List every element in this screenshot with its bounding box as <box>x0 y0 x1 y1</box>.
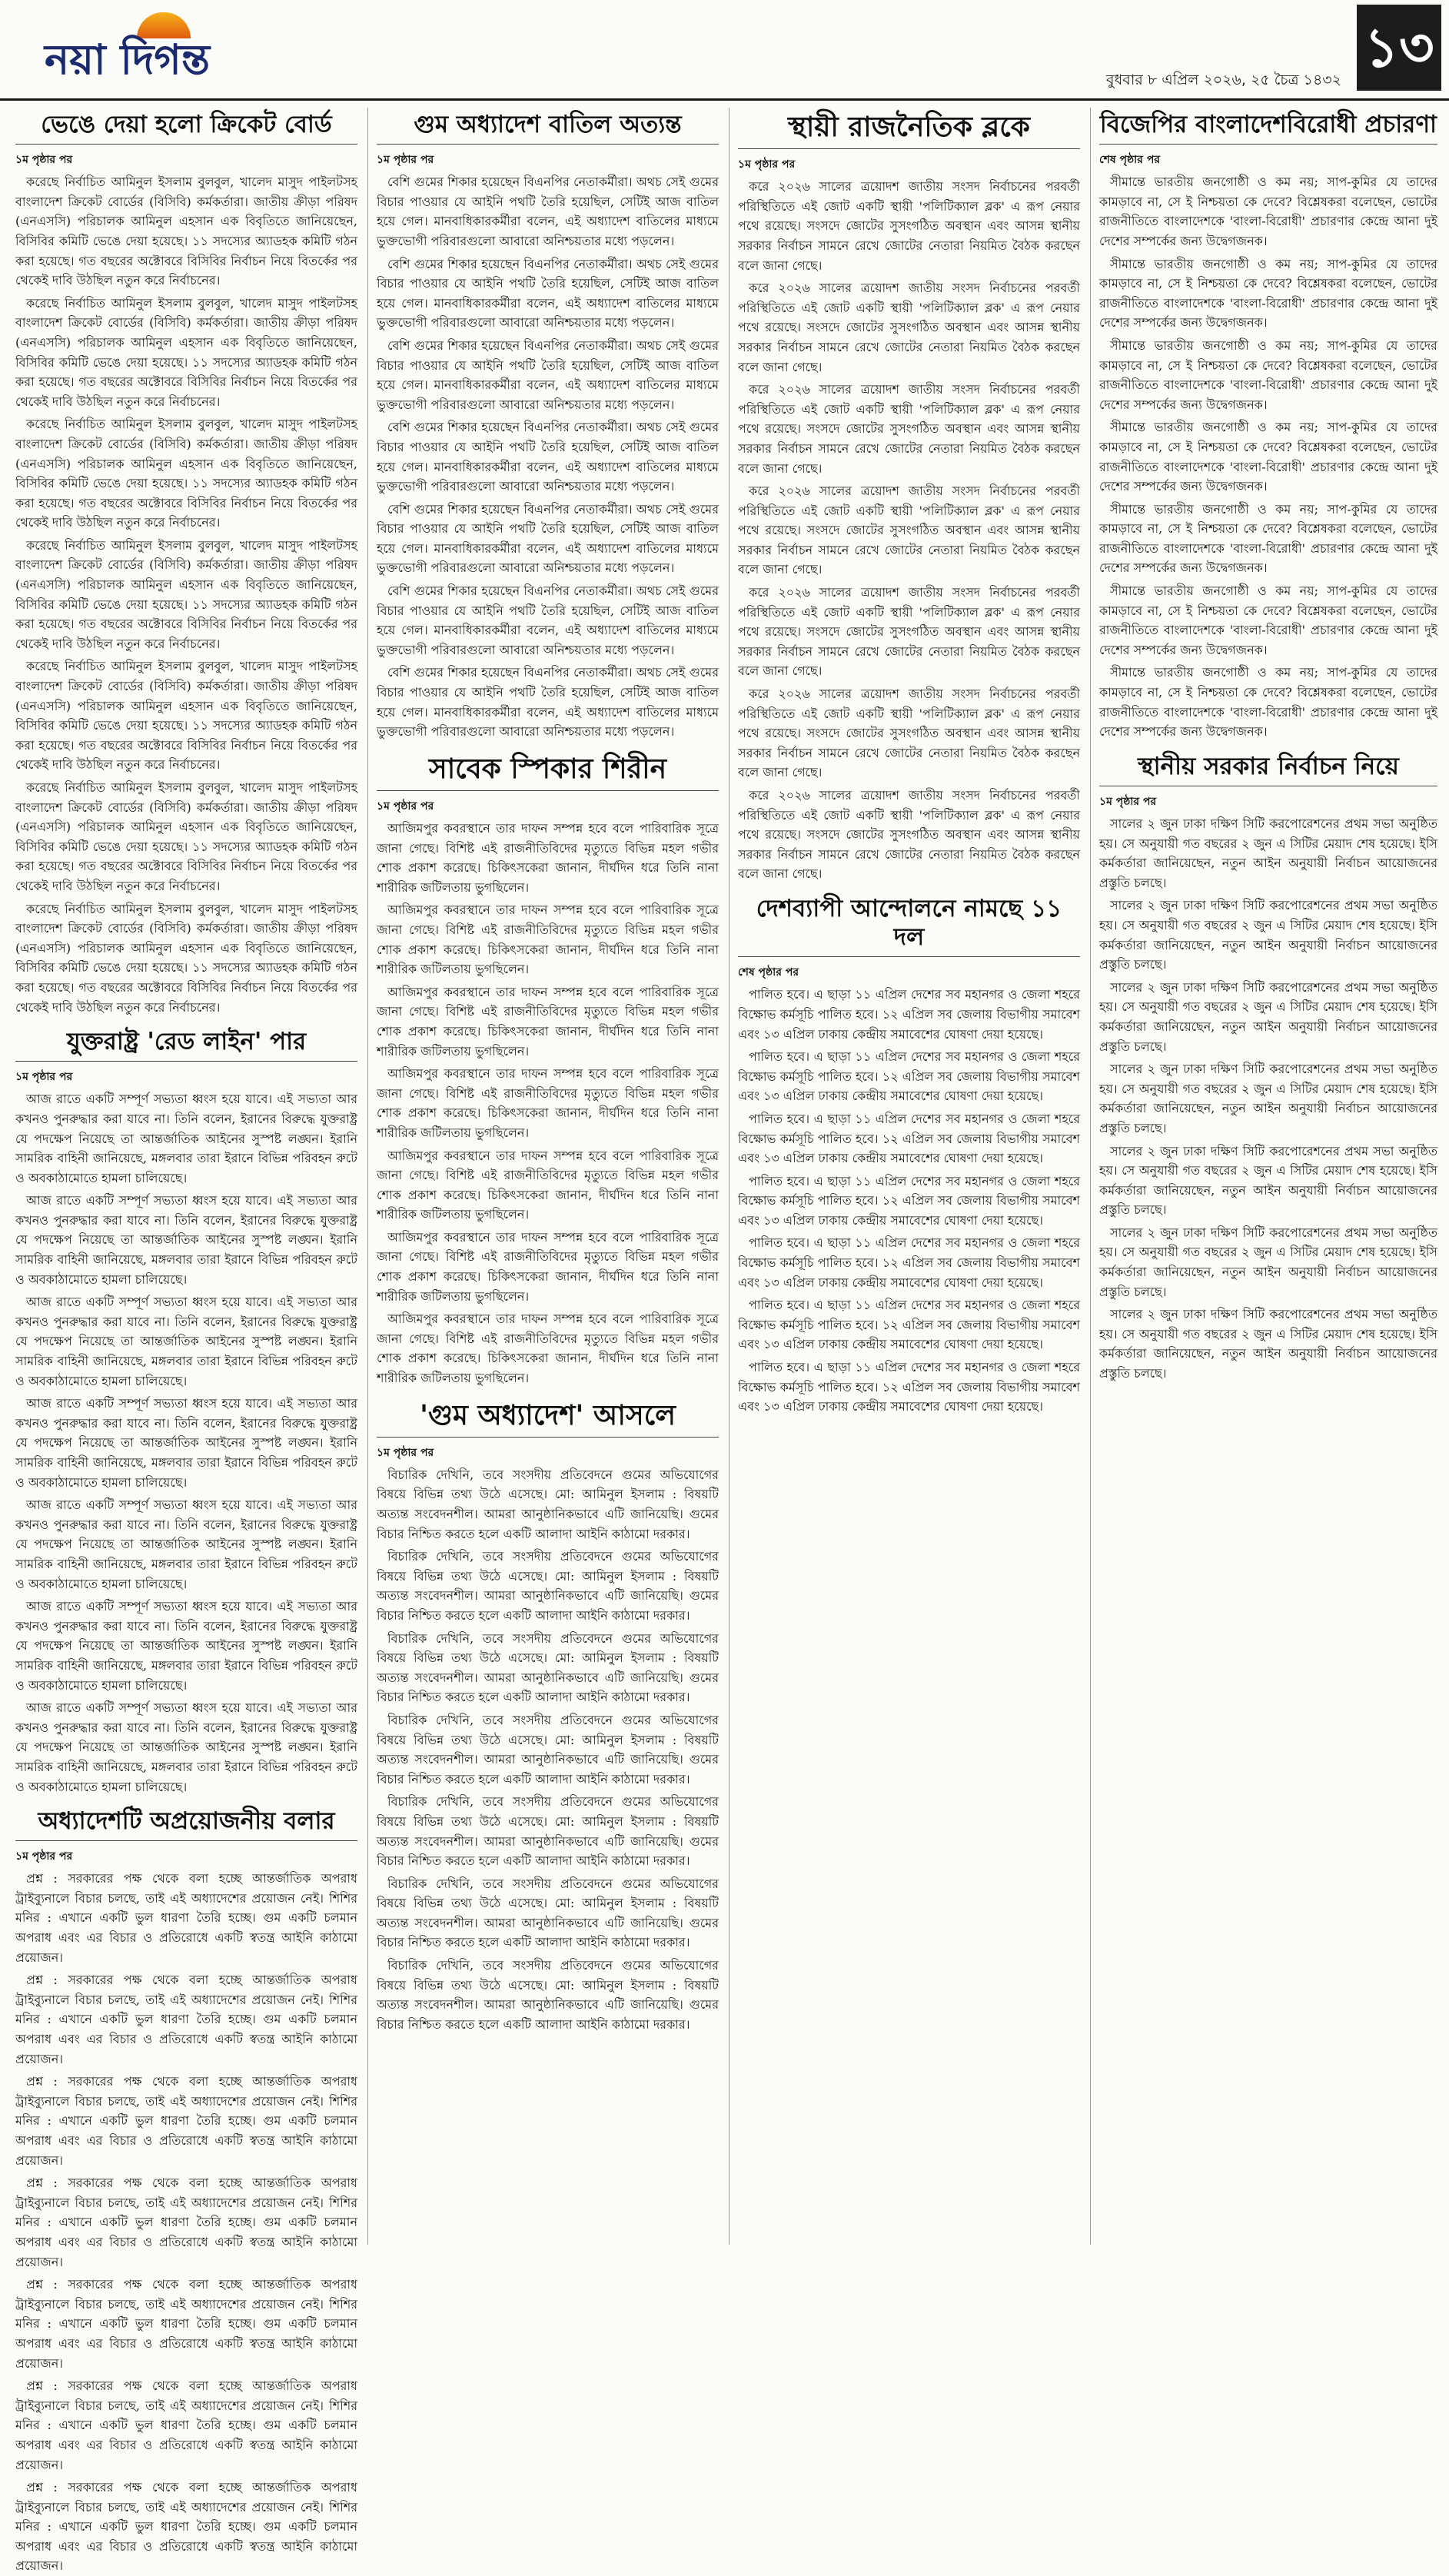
continued-label: ১ম পৃষ্ঠার পর <box>15 1850 73 1863</box>
continued-label: ১ম পৃষ্ঠার পর <box>377 154 434 167</box>
article-headline: ভেঙে দেয়া হলো ক্রিকেট বোর্ড <box>15 111 357 145</box>
column-3 <box>738 108 1080 2245</box>
continued-label: শেষ পৃষ্ঠার পর <box>1099 154 1161 167</box>
article-body: বেশি গুমের শিকার হয়েছেন বিএনপির নেতাকর্মীরা। অথচ সেই গুমের বিচার পাওয়ার যে আইনি পথটি তৈরি হয়েছিল, সেটিই আজ বাতিল হয়ে গেল। মানবাধিকারকর্মীরা বলেন, এই অধ্যাদেশ বাতিলের মাধ্যমে ভুক্তভোগী পরিবারগুলো আবারো অনিশ্চয়তার মধ্যে পড়লেন। বেশি গুমের শিকার হয়েছেন বিএনপির নেতাকর্মীরা। অথচ সেই গুমের বিচার পাওয়ার যে আইনি পথটি তৈরি হয়েছিল, সেটিই আজ বাতিল হয়ে গেল। মানবাধিকারকর্মীরা বলেন, এই অধ্যাদেশ বাতিলের মাধ্যমে ভুক্তভোগী পরিবারগুলো আবারো অনিশ্চয়তার মধ্যে পড়লেন। বেশি গুমের শিকার হয়েছেন বিএনপির নেতাকর্মীরা। অথচ সেই গুমের বিচার পাওয়ার যে আইনি পথটি তৈরি হয়েছিল, সেটিই আজ বাতিল হয়ে গেল। মানবাধিকারকর্মীরা বলেন, এই অধ্যাদেশ বাতিলের মাধ্যমে ভুক্তভোগী পরিবারগুলো আবারো অনিশ্চয়তার মধ্যে পড়লেন। বেশি গুমের শিকার হয়েছেন বিএনপির নেতাকর্মীরা। অথচ সেই গুমের বিচার পাওয়ার যে আইনি পথটি তৈরি হয়েছিল, সেটিই আজ বাতিল হয়ে গেল। মানবাধিকারকর্মীরা বলেন, এই অধ্যাদেশ বাতিলের মাধ্যমে ভুক্তভোগী পরিবারগুলো আবারো অনিশ্চয়তার মধ্যে পড়লেন। বেশি গুমের শিকার হয়েছেন বিএনপির নেতাকর্মীরা। অথচ সেই গুমের বিচার পাওয়ার যে আইনি পথটি তৈরি হয়েছিল, সেটিই আজ বাতিল হয়ে গেল। মানবাধিকারকর্মীরা বলেন, এই অধ্যাদেশ বাতিলের মাধ্যমে ভুক্তভোগী পরিবারগুলো আবারো অনিশ্চয়তার মধ্যে পড়লেন। বেশি গুমের শিকার হয়েছেন বিএনপির নেতাকর্মীরা। অথচ সেই গুমের বিচার পাওয়ার যে আইনি পথটি তৈরি হয়েছিল, সেটিই আজ বাতিল হয়ে গেল। মানবাধিকারকর্মীরা বলেন, এই অধ্যাদেশ বাতিলের মাধ্যমে ভুক্তভোগী পরিবারগুলো আবারো অনিশ্চয়তার মধ্যে পড়লেন। বেশি গুমের শিকার হয়েছেন বিএনপির নেতাকর্মীরা। অথচ সেই গুমের বিচার পাওয়ার যে আইনি পথটি তৈরি হয়েছিল, সেটিই আজ বাতিল হয়ে গেল। মানবাধিকারকর্মীরা বলেন, এই অধ্যাদেশ বাতিলের মাধ্যমে ভুক্তভোগী পরিবারগুলো আবারো অনিশ্চয়তার মধ্যে পড়লেন। <box>377 175 719 740</box>
publication-date: বুধবার ৮ এপ্রিল ২০২৬, ২৫ চৈত্র ১৪৩২ <box>1106 71 1341 88</box>
article-headline: দেশব্যাপী আন্দোলনে নামছে ১১ দল <box>738 895 1080 957</box>
newspaper-logo <box>22 11 237 88</box>
article <box>738 111 1080 884</box>
article <box>377 111 719 742</box>
logo-text: নয়া দিগন্ত <box>45 35 210 84</box>
article-headline: যুক্তরাষ্ট্র 'রেড লাইন' পার <box>15 1028 357 1062</box>
article <box>15 111 357 1017</box>
article-headline: স্থানীয় সরকার নির্বাচন নিয়ে <box>1099 753 1437 786</box>
masthead <box>0 0 1449 101</box>
article-body: করে ২০২৬ সালের ত্রয়োদশ জাতীয় সংসদ নির্বাচনের পরবর্তী পরিস্থিতিতে এই জোট একটি স্থায়ী 'পলিটিক্যাল ব্লক' এ রূপ নেয়ার পথে রয়েছে। সংসদে জোটের সুসংগঠিত অবস্থান এবং আসন্ন স্থানীয় সরকার নির্বাচন সামনে রেখে জোটের নেতারা নিয়মিত বৈঠক করছেন বলে জানা গেছে। করে ২০২৬ সালের ত্রয়োদশ জাতীয় সংসদ নির্বাচনের পরবর্তী পরিস্থিতিতে এই জোট একটি স্থায়ী 'পলিটিক্যাল ব্লক' এ রূপ নেয়ার পথে রয়েছে। সংসদে জোটের সুসংগঠিত অবস্থান এবং আসন্ন স্থানীয় সরকার নির্বাচন সামনে রেখে জোটের নেতারা নিয়মিত বৈঠক করছেন বলে জানা গেছে। করে ২০২৬ সালের ত্রয়োদশ জাতীয় সংসদ নির্বাচনের পরবর্তী পরিস্থিতিতে এই জোট একটি স্থায়ী 'পলিটিক্যাল ব্লক' এ রূপ নেয়ার পথে রয়েছে। সংসদে জোটের সুসংগঠিত অবস্থান এবং আসন্ন স্থানীয় সরকার নির্বাচন সামনে রেখে জোটের নেতারা নিয়মিত বৈঠক করছেন বলে জানা গেছে। করে ২০২৬ সালের ত্রয়োদশ জাতীয় সংসদ নির্বাচনের পরবর্তী পরিস্থিতিতে এই জোট একটি স্থায়ী 'পলিটিক্যাল ব্লক' এ রূপ নেয়ার পথে রয়েছে। সংসদে জোটের সুসংগঠিত অবস্থান এবং আসন্ন স্থানীয় সরকার নির্বাচন সামনে রেখে জোটের নেতারা নিয়মিত বৈঠক করছেন বলে জানা গেছে। করে ২০২৬ সালের ত্রয়োদশ জাতীয় সংসদ নির্বাচনের পরবর্তী পরিস্থিতিতে এই জোট একটি স্থায়ী 'পলিটিক্যাল ব্লক' এ রূপ নেয়ার পথে রয়েছে। সংসদে জোটের সুসংগঠিত অবস্থান এবং আসন্ন স্থানীয় সরকার নির্বাচন সামনে রেখে জোটের নেতারা নিয়মিত বৈঠক করছেন বলে জানা গেছে। করে ২০২৬ সালের ত্রয়োদশ জাতীয় সংসদ নির্বাচনের পরবর্তী পরিস্থিতিতে এই জোট একটি স্থায়ী 'পলিটিক্যাল ব্লক' এ রূপ নেয়ার পথে রয়েছে। সংসদে জোটের সুসংগঠিত অবস্থান এবং আসন্ন স্থানীয় সরকার নির্বাচন সামনে রেখে জোটের নেতারা নিয়মিত বৈঠক করছেন বলে জানা গেছে। করে ২০২৬ সালের ত্রয়োদশ জাতীয় সংসদ নির্বাচনের পরবর্তী পরিস্থিতিতে এই জোট একটি স্থায়ী 'পলিটিক্যাল ব্লক' এ রূপ নেয়ার পথে রয়েছে। সংসদে জোটের সুসংগঠিত অবস্থান এবং আসন্ন স্থানীয় সরকার নির্বাচন সামনে রেখে জোটের নেতারা নিয়মিত বৈঠক করছেন বলে জানা গেছে। <box>738 179 1080 882</box>
continued-label: ১ম পৃষ্ঠার পর <box>15 1071 73 1084</box>
continued-label: ১ম পৃষ্ঠার পর <box>377 1446 434 1459</box>
article-body: আজিমপুর কবরস্থানে তার দাফন সম্পন্ন হবে বলে পারিবারিক সূত্রে জানা গেছে। বিশিষ্ট এই রাজনীতিবিদের মৃত্যুতে বিভিন্ন মহল গভীর শোক প্রকাশ করেছে। চিকিৎসকেরা জানান, দীর্ঘদিন ধরে তিনি নানা শারীরিক জটিলতায় ভুগছিলেন। আজিমপুর কবরস্থানে তার দাফন সম্পন্ন হবে বলে পারিবারিক সূত্রে জানা গেছে। বিশিষ্ট এই রাজনীতিবিদের মৃত্যুতে বিভিন্ন মহল গভীর শোক প্রকাশ করেছে। চিকিৎসকেরা জানান, দীর্ঘদিন ধরে তিনি নানা শারীরিক জটিলতায় ভুগছিলেন। আজিমপুর কবরস্থানে তার দাফন সম্পন্ন হবে বলে পারিবারিক সূত্রে জানা গেছে। বিশিষ্ট এই রাজনীতিবিদের মৃত্যুতে বিভিন্ন মহল গভীর শোক প্রকাশ করেছে। চিকিৎসকেরা জানান, দীর্ঘদিন ধরে তিনি নানা শারীরিক জটিলতায় ভুগছিলেন। আজিমপুর কবরস্থানে তার দাফন সম্পন্ন হবে বলে পারিবারিক সূত্রে জানা গেছে। বিশিষ্ট এই রাজনীতিবিদের মৃত্যুতে বিভিন্ন মহল গভীর শোক প্রকাশ করেছে। চিকিৎসকেরা জানান, দীর্ঘদিন ধরে তিনি নানা শারীরিক জটিলতায় ভুগছিলেন। আজিমপুর কবরস্থানে তার দাফন সম্পন্ন হবে বলে পারিবারিক সূত্রে জানা গেছে। বিশিষ্ট এই রাজনীতিবিদের মৃত্যুতে বিভিন্ন মহল গভীর শোক প্রকাশ করেছে। চিকিৎসকেরা জানান, দীর্ঘদিন ধরে তিনি নানা শারীরিক জটিলতায় ভুগছিলেন। আজিমপুর কবরস্থানে তার দাফন সম্পন্ন হবে বলে পারিবারিক সূত্রে জানা গেছে। বিশিষ্ট এই রাজনীতিবিদের মৃত্যুতে বিভিন্ন মহল গভীর শোক প্রকাশ করেছে। চিকিৎসকেরা জানান, দীর্ঘদিন ধরে তিনি নানা শারীরিক জটিলতায় ভুগছিলেন। আজিমপুর কবরস্থানে তার দাফন সম্পন্ন হবে বলে পারিবারিক সূত্রে জানা গেছে। বিশিষ্ট এই রাজনীতিবিদের মৃত্যুতে বিভিন্ন মহল গভীর শোক প্রকাশ করেছে। চিকিৎসকেরা জানান, দীর্ঘদিন ধরে তিনি নানা শারীরিক জটিলতায় ভুগছিলেন। <box>377 821 719 1386</box>
article <box>738 895 1080 1417</box>
column-1 <box>15 108 357 2574</box>
article-body: প্রশ্ন : সরকারের পক্ষ থেকে বলা হচ্ছে আন্তর্জাতিক অপরাধ ট্রাইব্যুনালে বিচার চলছে, তাই এই অধ্যাদেশের প্রয়োজন নেই। শিশির মনির : এখানে একটি ভুল ধারণা তৈরি হচ্ছে। গুম একটি চলমান অপরাধ এবং এর বিচার ও প্রতিরোধে একটি স্বতন্ত্র আইনি কাঠামো প্রয়োজন। প্রশ্ন : সরকারের পক্ষ থেকে বলা হচ্ছে আন্তর্জাতিক অপরাধ ট্রাইব্যুনালে বিচার চলছে, তাই এই অধ্যাদেশের প্রয়োজন নেই। শিশির মনির : এখানে একটি ভুল ধারণা তৈরি হচ্ছে। গুম একটি চলমান অপরাধ এবং এর বিচার ও প্রতিরোধে একটি স্বতন্ত্র আইনি কাঠামো প্রয়োজন। প্রশ্ন : সরকারের পক্ষ থেকে বলা হচ্ছে আন্তর্জাতিক অপরাধ ট্রাইব্যুনালে বিচার চলছে, তাই এই অধ্যাদেশের প্রয়োজন নেই। শিশির মনির : এখানে একটি ভুল ধারণা তৈরি হচ্ছে। গুম একটি চলমান অপরাধ এবং এর বিচার ও প্রতিরোধে একটি স্বতন্ত্র আইনি কাঠামো প্রয়োজন। প্রশ্ন : সরকারের পক্ষ থেকে বলা হচ্ছে আন্তর্জাতিক অপরাধ ট্রাইব্যুনালে বিচার চলছে, তাই এই অধ্যাদেশের প্রয়োজন নেই। শিশির মনির : এখানে একটি ভুল ধারণা তৈরি হচ্ছে। গুম একটি চলমান অপরাধ এবং এর বিচার ও প্রতিরোধে একটি স্বতন্ত্র আইনি কাঠামো প্রয়োজন। প্রশ্ন : সরকারের পক্ষ থেকে বলা হচ্ছে আন্তর্জাতিক অপরাধ ট্রাইব্যুনালে বিচার চলছে, তাই এই অধ্যাদেশের প্রয়োজন নেই। শিশির মনির : এখানে একটি ভুল ধারণা তৈরি হচ্ছে। গুম একটি চলমান অপরাধ এবং এর বিচার ও প্রতিরোধে একটি স্বতন্ত্র আইনি কাঠামো প্রয়োজন। প্রশ্ন : সরকারের পক্ষ থেকে বলা হচ্ছে আন্তর্জাতিক অপরাধ ট্রাইব্যুনালে বিচার চলছে, তাই এই অধ্যাদেশের প্রয়োজন নেই। শিশির মনির : এখানে একটি ভুল ধারণা তৈরি হচ্ছে। গুম একটি চলমান অপরাধ এবং এর বিচার ও প্রতিরোধে একটি স্বতন্ত্র আইনি কাঠামো প্রয়োজন। প্রশ্ন : সরকারের পক্ষ থেকে বলা হচ্ছে আন্তর্জাতিক অপরাধ ট্রাইব্যুনালে বিচার চলছে, তাই এই অধ্যাদেশের প্রয়োজন নেই। শিশির মনির : এখানে একটি ভুল ধারণা তৈরি হচ্ছে। গুম একটি চলমান অপরাধ এবং এর বিচার ও প্রতিরোধে একটি স্বতন্ত্র আইনি কাঠামো প্রয়োজন। <box>15 1871 357 2574</box>
article <box>15 1807 357 2576</box>
column-4 <box>1099 108 1437 2245</box>
continued-label: ১ম পৃষ্ঠার পর <box>15 154 73 167</box>
article-headline: সাবেক স্পিকার শিরীন <box>377 753 719 791</box>
column-2 <box>377 108 719 2245</box>
article-body: পালিত হবে। এ ছাড়া ১১ এপ্রিল দেশের সব মহানগর ও জেলা শহরে বিক্ষোভ কর্মসূচি পালিত হবে। ১২ এপ্রিল সব জেলায় বিভাগীয় সমাবেশ এবং ১৩ এপ্রিল ঢাকায় কেন্দ্রীয় সমাবেশের ঘোষণা দেয়া হয়েছে। পালিত হবে। এ ছাড়া ১১ এপ্রিল দেশের সব মহানগর ও জেলা শহরে বিক্ষোভ কর্মসূচি পালিত হবে। ১২ এপ্রিল সব জেলায় বিভাগীয় সমাবেশ এবং ১৩ এপ্রিল ঢাকায় কেন্দ্রীয় সমাবেশের ঘোষণা দেয়া হয়েছে। পালিত হবে। এ ছাড়া ১১ এপ্রিল দেশের সব মহানগর ও জেলা শহরে বিক্ষোভ কর্মসূচি পালিত হবে। ১২ এপ্রিল সব জেলায় বিভাগীয় সমাবেশ এবং ১৩ এপ্রিল ঢাকায় কেন্দ্রীয় সমাবেশের ঘোষণা দেয়া হয়েছে। পালিত হবে। এ ছাড়া ১১ এপ্রিল দেশের সব মহানগর ও জেলা শহরে বিক্ষোভ কর্মসূচি পালিত হবে। ১২ এপ্রিল সব জেলায় বিভাগীয় সমাবেশ এবং ১৩ এপ্রিল ঢাকায় কেন্দ্রীয় সমাবেশের ঘোষণা দেয়া হয়েছে। পালিত হবে। এ ছাড়া ১১ এপ্রিল দেশের সব মহানগর ও জেলা শহরে বিক্ষোভ কর্মসূচি পালিত হবে। ১২ এপ্রিল সব জেলায় বিভাগীয় সমাবেশ এবং ১৩ এপ্রিল ঢাকায় কেন্দ্রীয় সমাবেশের ঘোষণা দেয়া হয়েছে। পালিত হবে। এ ছাড়া ১১ এপ্রিল দেশের সব মহানগর ও জেলা শহরে বিক্ষোভ কর্মসূচি পালিত হবে। ১২ এপ্রিল সব জেলায় বিভাগীয় সমাবেশ এবং ১৩ এপ্রিল ঢাকায় কেন্দ্রীয় সমাবেশের ঘোষণা দেয়া হয়েছে। পালিত হবে। এ ছাড়া ১১ এপ্রিল দেশের সব মহানগর ও জেলা শহরে বিক্ষোভ কর্মসূচি পালিত হবে। ১২ এপ্রিল সব জেলায় বিভাগীয় সমাবেশ এবং ১৩ এপ্রিল ঢাকায় কেন্দ্রীয় সমাবেশের ঘোষণা দেয়া হয়েছে। <box>738 987 1080 1414</box>
article-headline: অধ্যাদেশটি অপ্রয়োজনীয় বলার <box>15 1807 357 1841</box>
article-body: সীমান্তে ভারতীয় জনগোষ্ঠী ও কম নয়; সাপ-কুমির যে তাদের কামড়াবে না, সে ই নিশ্চয়তা কে দেবে? বিশ্লেষকরা বলেছেন, ভোটের রাজনীতিতে বাংলাদেশকে 'বাংলা-বিরোধী' প্রচারণার কেন্দ্রে আনা দুই দেশের সম্পর্কের জন্য উদ্বেগজনক। সীমান্তে ভারতীয় জনগোষ্ঠী ও কম নয়; সাপ-কুমির যে তাদের কামড়াবে না, সে ই নিশ্চয়তা কে দেবে? বিশ্লেষকরা বলেছেন, ভোটের রাজনীতিতে বাংলাদেশকে 'বাংলা-বিরোধী' প্রচারণার কেন্দ্রে আনা দুই দেশের সম্পর্কের জন্য উদ্বেগজনক। সীমান্তে ভারতীয় জনগোষ্ঠী ও কম নয়; সাপ-কুমির যে তাদের কামড়াবে না, সে ই নিশ্চয়তা কে দেবে? বিশ্লেষকরা বলেছেন, ভোটের রাজনীতিতে বাংলাদেশকে 'বাংলা-বিরোধী' প্রচারণার কেন্দ্রে আনা দুই দেশের সম্পর্কের জন্য উদ্বেগজনক। সীমান্তে ভারতীয় জনগোষ্ঠী ও কম নয়; সাপ-কুমির যে তাদের কামড়াবে না, সে ই নিশ্চয়তা কে দেবে? বিশ্লেষকরা বলেছেন, ভোটের রাজনীতিতে বাংলাদেশকে 'বাংলা-বিরোধী' প্রচারণার কেন্দ্রে আনা দুই দেশের সম্পর্কের জন্য উদ্বেগজনক। সীমান্তে ভারতীয় জনগোষ্ঠী ও কম নয়; সাপ-কুমির যে তাদের কামড়াবে না, সে ই নিশ্চয়তা কে দেবে? বিশ্লেষকরা বলেছেন, ভোটের রাজনীতিতে বাংলাদেশকে 'বাংলা-বিরোধী' প্রচারণার কেন্দ্রে আনা দুই দেশের সম্পর্কের জন্য উদ্বেগজনক। সীমান্তে ভারতীয় জনগোষ্ঠী ও কম নয়; সাপ-কুমির যে তাদের কামড়াবে না, সে ই নিশ্চয়তা কে দেবে? বিশ্লেষকরা বলেছেন, ভোটের রাজনীতিতে বাংলাদেশকে 'বাংলা-বিরোধী' প্রচারণার কেন্দ্রে আনা দুই দেশের সম্পর্কের জন্য উদ্বেগজনক। সীমান্তে ভারতীয় জনগোষ্ঠী ও কম নয়; সাপ-কুমির যে তাদের কামড়াবে না, সে ই নিশ্চয়তা কে দেবে? বিশ্লেষকরা বলেছেন, ভোটের রাজনীতিতে বাংলাদেশকে 'বাংলা-বিরোধী' প্রচারণার কেন্দ্রে আনা দুই দেশের সম্পর্কের জন্য উদ্বেগজনক। <box>1099 175 1437 740</box>
article-body: বিচারিক দেখিনি, তবে সংসদীয় প্রতিবেদনে গুমের অভিযোগের বিষয়ে বিভিন্ন তথ্য উঠে এসেছে। মো: আমিনুল ইসলাম : বিষয়টি অত্যন্ত সংবেদনশীল। আমরা আনুষ্ঠানিকভাবে এটি জানিয়েছি। গুমের বিচার নিশ্চিত করতে হলে একটি আলাদা আইনি কাঠামো দরকার। বিচারিক দেখিনি, তবে সংসদীয় প্রতিবেদনে গুমের অভিযোগের বিষয়ে বিভিন্ন তথ্য উঠে এসেছে। মো: আমিনুল ইসলাম : বিষয়টি অত্যন্ত সংবেদনশীল। আমরা আনুষ্ঠানিকভাবে এটি জানিয়েছি। গুমের বিচার নিশ্চিত করতে হলে একটি আলাদা আইনি কাঠামো দরকার। বিচারিক দেখিনি, তবে সংসদীয় প্রতিবেদনে গুমের অভিযোগের বিষয়ে বিভিন্ন তথ্য উঠে এসেছে। মো: আমিনুল ইসলাম : বিষয়টি অত্যন্ত সংবেদনশীল। আমরা আনুষ্ঠানিকভাবে এটি জানিয়েছি। গুমের বিচার নিশ্চিত করতে হলে একটি আলাদা আইনি কাঠামো দরকার। বিচারিক দেখিনি, তবে সংসদীয় প্রতিবেদনে গুমের অভিযোগের বিষয়ে বিভিন্ন তথ্য উঠে এসেছে। মো: আমিনুল ইসলাম : বিষয়টি অত্যন্ত সংবেদনশীল। আমরা আনুষ্ঠানিকভাবে এটি জানিয়েছি। গুমের বিচার নিশ্চিত করতে হলে একটি আলাদা আইনি কাঠামো দরকার। বিচারিক দেখিনি, তবে সংসদীয় প্রতিবেদনে গুমের অভিযোগের বিষয়ে বিভিন্ন তথ্য উঠে এসেছে। মো: আমিনুল ইসলাম : বিষয়টি অত্যন্ত সংবেদনশীল। আমরা আনুষ্ঠানিকভাবে এটি জানিয়েছি। গুমের বিচার নিশ্চিত করতে হলে একটি আলাদা আইনি কাঠামো দরকার। বিচারিক দেখিনি, তবে সংসদীয় প্রতিবেদনে গুমের অভিযোগের বিষয়ে বিভিন্ন তথ্য উঠে এসেছে। মো: আমিনুল ইসলাম : বিষয়টি অত্যন্ত সংবেদনশীল। আমরা আনুষ্ঠানিকভাবে এটি জানিয়েছি। গুমের বিচার নিশ্চিত করতে হলে একটি আলাদা আইনি কাঠামো দরকার। বিচারিক দেখিনি, তবে সংসদীয় প্রতিবেদনে গুমের অভিযোগের বিষয়ে বিভিন্ন তথ্য উঠে এসেছে। মো: আমিনুল ইসলাম : বিষয়টি অত্যন্ত সংবেদনশীল। আমরা আনুষ্ঠানিকভাবে এটি জানিয়েছি। গুমের বিচার নিশ্চিত করতে হলে একটি আলাদা আইনি কাঠামো দরকার। <box>377 1467 719 2032</box>
article <box>15 1028 357 1797</box>
continued-label: ১ম পৃষ্ঠার পর <box>1099 796 1157 808</box>
continued-label: ১ম পৃষ্ঠার পর <box>377 800 434 813</box>
article <box>1099 111 1437 742</box>
article-headline: স্থায়ী রাজনৈতিক ব্লকে <box>738 111 1080 149</box>
article-headline: 'গুম অধ্যাদেশ' আসলে <box>377 1399 719 1438</box>
article-headline: বিজেপির বাংলাদেশবিরোধী প্রচারণা <box>1099 111 1437 145</box>
article-headline: গুম অধ্যাদেশ বাতিল অত্যন্ত <box>377 111 719 145</box>
article <box>1099 753 1437 1384</box>
article-body: করেছে নির্বাচিত আমিনুল ইসলাম বুলবুল, খালেদ মাসুদ পাইলটসহ বাংলাদেশ ক্রিকেট বোর্ডের (বিসিবি) কর্মকর্তারা। জাতীয় ক্রীড়া পরিষদ (এনএসসি) পরিচালক আমিনুল এহসান এক বিবৃতিতে জানিয়েছেন, বিসিবির কমিটি ভেঙে দেয়া হয়েছে। ১১ সদস্যের অ্যাডহক কমিটি গঠন করা হয়েছে। গত বছরের অক্টোবরে বিসিবির নির্বাচন নিয়ে বিতর্কের পর থেকেই দাবি উঠছিল নতুন করে নির্বাচনের। করেছে নির্বাচিত আমিনুল ইসলাম বুলবুল, খালেদ মাসুদ পাইলটসহ বাংলাদেশ ক্রিকেট বোর্ডের (বিসিবি) কর্মকর্তারা। জাতীয় ক্রীড়া পরিষদ (এনএসসি) পরিচালক আমিনুল এহসান এক বিবৃতিতে জানিয়েছেন, বিসিবির কমিটি ভেঙে দেয়া হয়েছে। ১১ সদস্যের অ্যাডহক কমিটি গঠন করা হয়েছে। গত বছরের অক্টোবরে বিসিবির নির্বাচন নিয়ে বিতর্কের পর থেকেই দাবি উঠছিল নতুন করে নির্বাচনের। করেছে নির্বাচিত আমিনুল ইসলাম বুলবুল, খালেদ মাসুদ পাইলটসহ বাংলাদেশ ক্রিকেট বোর্ডের (বিসিবি) কর্মকর্তারা। জাতীয় ক্রীড়া পরিষদ (এনএসসি) পরিচালক আমিনুল এহসান এক বিবৃতিতে জানিয়েছেন, বিসিবির কমিটি ভেঙে দেয়া হয়েছে। ১১ সদস্যের অ্যাডহক কমিটি গঠন করা হয়েছে। গত বছরের অক্টোবরে বিসিবির নির্বাচন নিয়ে বিতর্কের পর থেকেই দাবি উঠছিল নতুন করে নির্বাচনের। করেছে নির্বাচিত আমিনুল ইসলাম বুলবুল, খালেদ মাসুদ পাইলটসহ বাংলাদেশ ক্রিকেট বোর্ডের (বিসিবি) কর্মকর্তারা। জাতীয় ক্রীড়া পরিষদ (এনএসসি) পরিচালক আমিনুল এহসান এক বিবৃতিতে জানিয়েছেন, বিসিবির কমিটি ভেঙে দেয়া হয়েছে। ১১ সদস্যের অ্যাডহক কমিটি গঠন করা হয়েছে। গত বছরের অক্টোবরে বিসিবির নির্বাচন নিয়ে বিতর্কের পর থেকেই দাবি উঠছিল নতুন করে নির্বাচনের। করেছে নির্বাচিত আমিনুল ইসলাম বুলবুল, খালেদ মাসুদ পাইলটসহ বাংলাদেশ ক্রিকেট বোর্ডের (বিসিবি) কর্মকর্তারা। জাতীয় ক্রীড়া পরিষদ (এনএসসি) পরিচালক আমিনুল এহসান এক বিবৃতিতে জানিয়েছেন, বিসিবির কমিটি ভেঙে দেয়া হয়েছে। ১১ সদস্যের অ্যাডহক কমিটি গঠন করা হয়েছে। গত বছরের অক্টোবরে বিসিবির নির্বাচন নিয়ে বিতর্কের পর থেকেই দাবি উঠছিল নতুন করে নির্বাচনের। করেছে নির্বাচিত আমিনুল ইসলাম বুলবুল, খালেদ মাসুদ পাইলটসহ বাংলাদেশ ক্রিকেট বোর্ডের (বিসিবি) কর্মকর্তারা। জাতীয় ক্রীড়া পরিষদ (এনএসসি) পরিচালক আমিনুল এহসান এক বিবৃতিতে জানিয়েছেন, বিসিবির কমিটি ভেঙে দেয়া হয়েছে। ১১ সদস্যের অ্যাডহক কমিটি গঠন করা হয়েছে। গত বছরের অক্টোবরে বিসিবির নির্বাচন নিয়ে বিতর্কের পর থেকেই দাবি উঠছিল নতুন করে নির্বাচনের। করেছে নির্বাচিত আমিনুল ইসলাম বুলবুল, খালেদ মাসুদ পাইলটসহ বাংলাদেশ ক্রিকেট বোর্ডের (বিসিবি) কর্মকর্তারা। জাতীয় ক্রীড়া পরিষদ (এনএসসি) পরিচালক আমিনুল এহসান এক বিবৃতিতে জানিয়েছেন, বিসিবির কমিটি ভেঙে দেয়া হয়েছে। ১১ সদস্যের অ্যাডহক কমিটি গঠন করা হয়েছে। গত বছরের অক্টোবরে বিসিবির নির্বাচন নিয়ে বিতর্কের পর থেকেই দাবি উঠছিল নতুন করে নির্বাচনের। <box>15 175 357 1015</box>
page-number: ১৩ <box>1357 5 1441 91</box>
article-body: সালের ২ জুন ঢাকা দক্ষিণ সিটি করপোরেশনের প্রথম সভা অনুষ্ঠিত হয়। সে অনুযায়ী গত বছরের ২ জুন এ সিটির মেয়াদ শেষ হয়েছে। ইসি কর্মকর্তারা জানিয়েছেন, নতুন আইন অনুযায়ী নির্বাচন আয়োজনের প্রস্তুতি চলছে। সালের ২ জুন ঢাকা দক্ষিণ সিটি করপোরেশনের প্রথম সভা অনুষ্ঠিত হয়। সে অনুযায়ী গত বছরের ২ জুন এ সিটির মেয়াদ শেষ হয়েছে। ইসি কর্মকর্তারা জানিয়েছেন, নতুন আইন অনুযায়ী নির্বাচন আয়োজনের প্রস্তুতি চলছে। সালের ২ জুন ঢাকা দক্ষিণ সিটি করপোরেশনের প্রথম সভা অনুষ্ঠিত হয়। সে অনুযায়ী গত বছরের ২ জুন এ সিটির মেয়াদ শেষ হয়েছে। ইসি কর্মকর্তারা জানিয়েছেন, নতুন আইন অনুযায়ী নির্বাচন আয়োজনের প্রস্তুতি চলছে। সালের ২ জুন ঢাকা দক্ষিণ সিটি করপোরেশনের প্রথম সভা অনুষ্ঠিত হয়। সে অনুযায়ী গত বছরের ২ জুন এ সিটির মেয়াদ শেষ হয়েছে। ইসি কর্মকর্তারা জানিয়েছেন, নতুন আইন অনুযায়ী নির্বাচন আয়োজনের প্রস্তুতি চলছে। সালের ২ জুন ঢাকা দক্ষিণ সিটি করপোরেশনের প্রথম সভা অনুষ্ঠিত হয়। সে অনুযায়ী গত বছরের ২ জুন এ সিটির মেয়াদ শেষ হয়েছে। ইসি কর্মকর্তারা জানিয়েছেন, নতুন আইন অনুযায়ী নির্বাচন আয়োজনের প্রস্তুতি চলছে। সালের ২ জুন ঢাকা দক্ষিণ সিটি করপোরেশনের প্রথম সভা অনুষ্ঠিত হয়। সে অনুযায়ী গত বছরের ২ জুন এ সিটির মেয়াদ শেষ হয়েছে। ইসি কর্মকর্তারা জানিয়েছেন, নতুন আইন অনুযায়ী নির্বাচন আয়োজনের প্রস্তুতি চলছে। সালের ২ জুন ঢাকা দক্ষিণ সিটি করপোরেশনের প্রথম সভা অনুষ্ঠিত হয়। সে অনুযায়ী গত বছরের ২ জুন এ সিটির মেয়াদ শেষ হয়েছে। ইসি কর্মকর্তারা জানিয়েছেন, নতুন আইন অনুযায়ী নির্বাচন আয়োজনের প্রস্তুতি চলছে। <box>1099 816 1437 1381</box>
article-body: আজ রাতে একটি সম্পূর্ণ সভ্যতা ধ্বংস হয়ে যাবে। এই সভ্যতা আর কখনও পুনরুদ্ধার করা যাবে না। তিনি বলেন, ইরানের বিরুদ্ধে যুক্তরাষ্ট্র যে পদক্ষেপ নিয়েছে তা আন্তর্জাতিক আইনের সুস্পষ্ট লঙ্ঘন। ইরানি সামরিক বাহিনী জানিয়েছে, মঙ্গলবার তারা ইরানে বিভিন্ন পরিবহন রুটে ও অবকাঠামোতে হামলা চালিয়েছে। আজ রাতে একটি সম্পূর্ণ সভ্যতা ধ্বংস হয়ে যাবে। এই সভ্যতা আর কখনও পুনরুদ্ধার করা যাবে না। তিনি বলেন, ইরানের বিরুদ্ধে যুক্তরাষ্ট্র যে পদক্ষেপ নিয়েছে তা আন্তর্জাতিক আইনের সুস্পষ্ট লঙ্ঘন। ইরানি সামরিক বাহিনী জানিয়েছে, মঙ্গলবার তারা ইরানে বিভিন্ন পরিবহন রুটে ও অবকাঠামোতে হামলা চালিয়েছে। আজ রাতে একটি সম্পূর্ণ সভ্যতা ধ্বংস হয়ে যাবে। এই সভ্যতা আর কখনও পুনরুদ্ধার করা যাবে না। তিনি বলেন, ইরানের বিরুদ্ধে যুক্তরাষ্ট্র যে পদক্ষেপ নিয়েছে তা আন্তর্জাতিক আইনের সুস্পষ্ট লঙ্ঘন। ইরানি সামরিক বাহিনী জানিয়েছে, মঙ্গলবার তারা ইরানে বিভিন্ন পরিবহন রুটে ও অবকাঠামোতে হামলা চালিয়েছে। আজ রাতে একটি সম্পূর্ণ সভ্যতা ধ্বংস হয়ে যাবে। এই সভ্যতা আর কখনও পুনরুদ্ধার করা যাবে না। তিনি বলেন, ইরানের বিরুদ্ধে যুক্তরাষ্ট্র যে পদক্ষেপ নিয়েছে তা আন্তর্জাতিক আইনের সুস্পষ্ট লঙ্ঘন। ইরানি সামরিক বাহিনী জানিয়েছে, মঙ্গলবার তারা ইরানে বিভিন্ন পরিবহন রুটে ও অবকাঠামোতে হামলা চালিয়েছে। আজ রাতে একটি সম্পূর্ণ সভ্যতা ধ্বংস হয়ে যাবে। এই সভ্যতা আর কখনও পুনরুদ্ধার করা যাবে না। তিনি বলেন, ইরানের বিরুদ্ধে যুক্তরাষ্ট্র যে পদক্ষেপ নিয়েছে তা আন্তর্জাতিক আইনের সুস্পষ্ট লঙ্ঘন। ইরানি সামরিক বাহিনী জানিয়েছে, মঙ্গলবার তারা ইরানে বিভিন্ন পরিবহন রুটে ও অবকাঠামোতে হামলা চালিয়েছে। আজ রাতে একটি সম্পূর্ণ সভ্যতা ধ্বংস হয়ে যাবে। এই সভ্যতা আর কখনও পুনরুদ্ধার করা যাবে না। তিনি বলেন, ইরানের বিরুদ্ধে যুক্তরাষ্ট্র যে পদক্ষেপ নিয়েছে তা আন্তর্জাতিক আইনের সুস্পষ্ট লঙ্ঘন। ইরানি সামরিক বাহিনী জানিয়েছে, মঙ্গলবার তারা ইরানে বিভিন্ন পরিবহন রুটে ও অবকাঠামোতে হামলা চালিয়েছে। আজ রাতে একটি সম্পূর্ণ সভ্যতা ধ্বংস হয়ে যাবে। এই সভ্যতা আর কখনও পুনরুদ্ধার করা যাবে না। তিনি বলেন, ইরানের বিরুদ্ধে যুক্তরাষ্ট্র যে পদক্ষেপ নিয়েছে তা আন্তর্জাতিক আইনের সুস্পষ্ট লঙ্ঘন। ইরানি সামরিক বাহিনী জানিয়েছে, মঙ্গলবার তারা ইরানে বিভিন্ন পরিবহন রুটে ও অবকাঠামোতে হামলা চালিয়েছে। <box>15 1092 357 1794</box>
article <box>377 1399 719 2035</box>
continued-label: ১ম পৃষ্ঠার পর <box>738 158 796 171</box>
article <box>377 753 719 1388</box>
continued-label: শেষ পৃষ্ঠার পর <box>738 966 799 979</box>
